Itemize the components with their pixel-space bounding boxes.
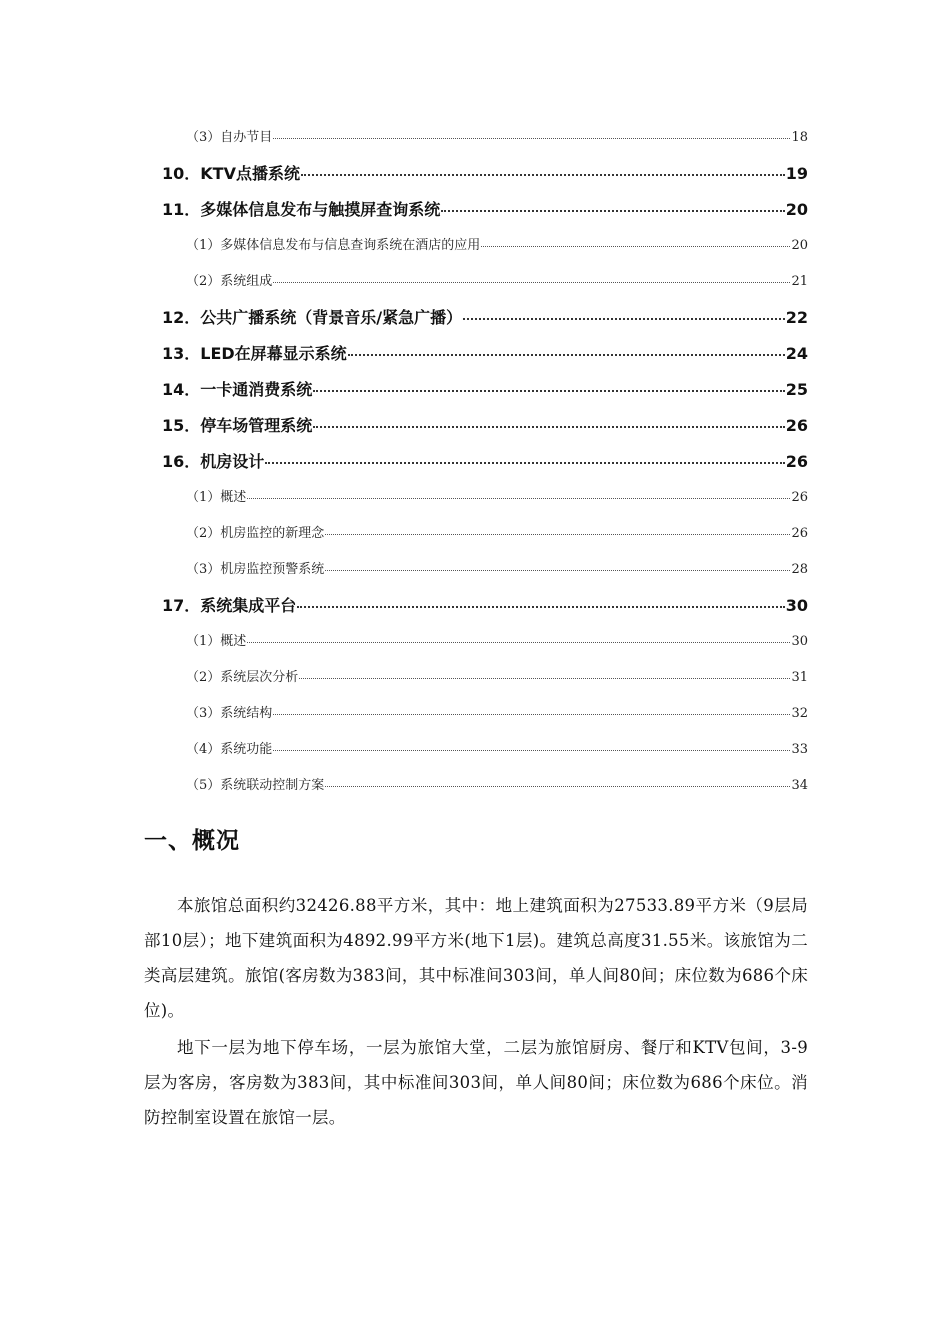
toc-page-number: 21 xyxy=(791,274,808,289)
toc-entry-title: 16．机房设计 xyxy=(162,452,265,471)
toc-dot-leader xyxy=(273,714,790,715)
toc-page-number: 26 xyxy=(785,416,808,435)
toc-dot-leader xyxy=(325,570,790,571)
toc-dot-leader xyxy=(481,246,790,247)
toc-entry-chapter[interactable] xyxy=(0,336,808,372)
toc-entry-title: 13．LED在屏幕显示系统 xyxy=(162,344,347,363)
toc-entry-chapter[interactable] xyxy=(0,408,808,444)
toc-entry-subsection[interactable] xyxy=(0,480,808,516)
toc-entry-title: （2）系统层次分析 xyxy=(186,670,299,685)
toc-entry-title: 11．多媒体信息发布与触摸屏查询系统 xyxy=(162,200,441,219)
toc-entry-title: （3）自办节目 xyxy=(186,130,273,145)
toc-entry-title: （3）系统结构 xyxy=(186,706,273,721)
toc-page-number: 26 xyxy=(785,452,808,471)
toc-entry-chapter[interactable] xyxy=(0,444,808,480)
toc-dot-leader xyxy=(313,390,784,392)
toc-page-number: 26 xyxy=(791,526,808,541)
toc-dot-leader xyxy=(247,642,790,643)
toc-page-number: 24 xyxy=(785,344,808,363)
toc-entry-title: 12．公共广播系统（背景音乐/紧急广播） xyxy=(162,308,463,327)
toc-entry-title: （3）机房监控预警系统 xyxy=(186,562,325,577)
toc-entry-title: 17．系统集成平台 xyxy=(162,596,297,615)
table-of-contents xyxy=(0,120,950,804)
toc-entry-subsection[interactable] xyxy=(0,768,808,804)
section-body xyxy=(144,888,808,1137)
toc-page-number: 28 xyxy=(791,562,808,577)
toc-dot-leader xyxy=(325,534,790,535)
toc-entry-title: （1）概述 xyxy=(186,490,247,505)
toc-entry-chapter[interactable] xyxy=(0,192,808,228)
body-paragraph-1: 本旅馆总面积约32426.88平方米，其中：地上建筑面积为27533.89平方米（9层局部10层）；地下建筑面积为4892.99平方米(地下1层)。建筑总高度31.55米。该旅馆为二类高层建筑。旅馆(客房数为383间，其中标准间303间，单人间80间；床位数为686个床位)。 xyxy=(144,896,808,1020)
toc-page-number: 33 xyxy=(791,742,808,757)
toc-dot-leader xyxy=(441,210,784,212)
toc-entry-subsection[interactable] xyxy=(0,120,808,156)
toc-entry-subsection[interactable] xyxy=(0,552,808,588)
toc-entry-title: （5）系统联动控制方案 xyxy=(186,778,325,793)
toc-entry-subsection[interactable] xyxy=(0,624,808,660)
toc-page-number: 32 xyxy=(791,706,808,721)
toc-entry-subsection[interactable] xyxy=(0,264,808,300)
toc-dot-leader xyxy=(273,138,790,139)
toc-entry-title: （1）多媒体信息发布与信息查询系统在酒店的应用 xyxy=(186,238,481,253)
toc-page-number: 30 xyxy=(785,596,808,615)
toc-dot-leader xyxy=(299,678,790,679)
toc-entry-chapter[interactable] xyxy=(0,372,808,408)
toc-entry-title: 10．KTV点播系统 xyxy=(162,164,300,183)
toc-dot-leader xyxy=(297,606,784,608)
toc-page-number: 31 xyxy=(791,670,808,685)
toc-dot-leader xyxy=(325,786,790,787)
toc-page-number: 18 xyxy=(791,130,808,145)
toc-dot-leader xyxy=(301,174,785,176)
toc-entry-title: （2）系统组成 xyxy=(186,274,273,289)
toc-page-number: 20 xyxy=(785,200,808,219)
toc-page-number: 25 xyxy=(785,380,808,399)
body-paragraph-2: 地下一层为地下停车场，一层为旅馆大堂，二层为旅馆厨房、餐厅和KTV包间，3-9层为客房，客房数为383间，其中标准间303间，单人间80间；床位数为686个床位。消防控制室设置在旅馆一层。 xyxy=(144,1038,808,1127)
toc-entry-title: 15．停车场管理系统 xyxy=(162,416,313,435)
toc-dot-leader xyxy=(313,426,784,428)
toc-entry-subsection[interactable] xyxy=(0,732,808,768)
toc-entry-chapter[interactable] xyxy=(0,300,808,336)
toc-dot-leader xyxy=(348,354,785,356)
toc-entry-title: （1）概述 xyxy=(186,634,247,649)
toc-dot-leader xyxy=(273,750,790,751)
section-heading: 一、概况 xyxy=(144,828,240,854)
toc-entry-title: 14．一卡通消费系统 xyxy=(162,380,313,399)
toc-entry-subsection[interactable] xyxy=(0,516,808,552)
toc-dot-leader xyxy=(273,282,790,283)
toc-page-number: 30 xyxy=(791,634,808,649)
toc-page-number: 22 xyxy=(785,308,808,327)
toc-entry-subsection[interactable] xyxy=(0,696,808,732)
toc-page-number: 26 xyxy=(791,490,808,505)
toc-entry-title: （4）系统功能 xyxy=(186,742,273,757)
toc-entry-chapter[interactable] xyxy=(0,156,808,192)
toc-entry-subsection[interactable] xyxy=(0,660,808,696)
toc-page-number: 34 xyxy=(791,778,808,793)
toc-page-number: 19 xyxy=(785,164,808,183)
toc-entry-chapter[interactable] xyxy=(0,588,808,624)
toc-dot-leader xyxy=(265,462,784,464)
toc-entry-subsection[interactable] xyxy=(0,228,808,264)
toc-dot-leader xyxy=(463,318,785,320)
toc-page-number: 20 xyxy=(791,238,808,253)
toc-entry-title: （2）机房监控的新理念 xyxy=(186,526,325,541)
toc-dot-leader xyxy=(247,498,790,499)
